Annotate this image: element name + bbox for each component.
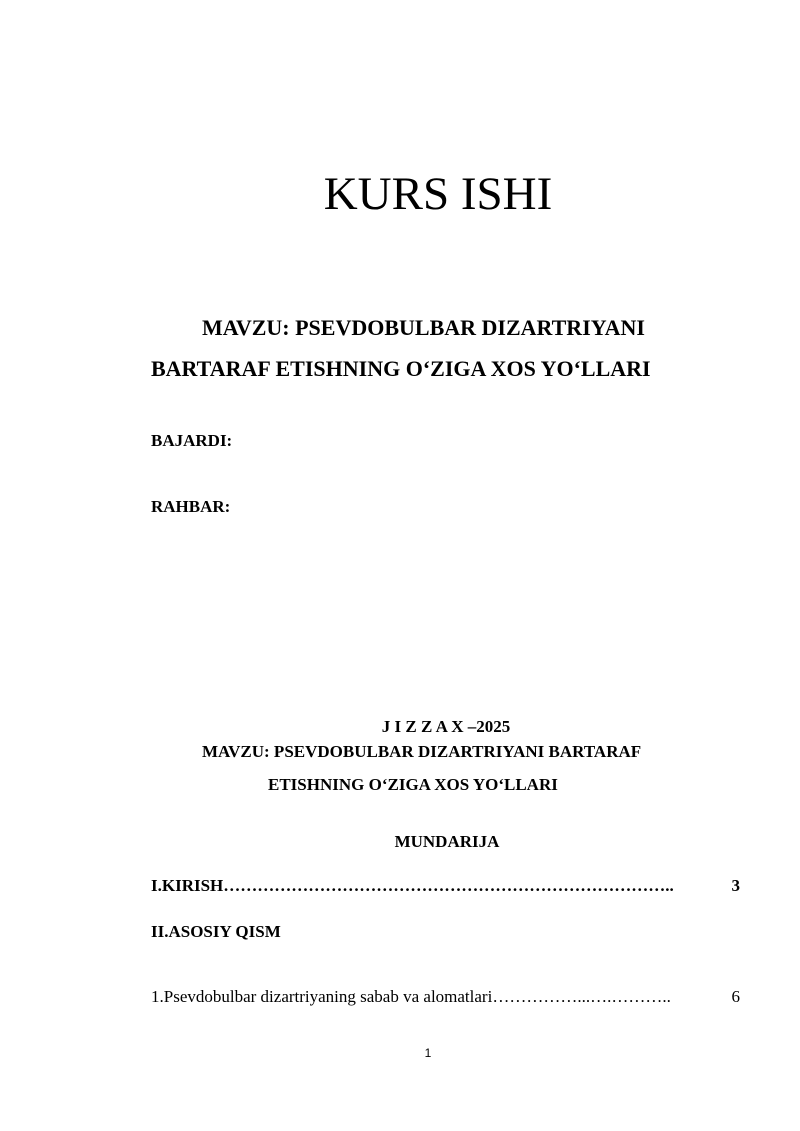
toc-leader-dots: ……………………………………………………………………..: [223, 876, 674, 895]
toc-page-number: 6: [731, 987, 740, 1006]
toc-title: MUNDARIJA: [394, 832, 500, 851]
toc-entry-label: I.KIRISH: [151, 876, 224, 895]
performer-label: BAJARDI:: [151, 431, 233, 450]
page-number: 1: [424, 1046, 432, 1060]
topic-heading-line-2: BARTARAF ETISHNING O‘ZIGA XOS YO‘LLARI: [151, 356, 651, 381]
topic-heading-line-1: MAVZU: PSEVDOBULBAR DIZARTRIYANI: [202, 315, 645, 340]
contents-topic-line-2: ETISHNING O‘ZIGA XOS YO‘LLARI: [268, 775, 558, 794]
toc-leader-dots: ……………...….………..: [492, 987, 671, 1006]
supervisor-label: RAHBAR:: [151, 497, 231, 516]
toc-entry-kirish: [151, 875, 740, 897]
contents-topic-line-1: MAVZU: PSEVDOBULBAR DIZARTRIYANI BARTARAF: [202, 742, 642, 761]
toc-entry-psevdobulbar: [151, 986, 740, 1008]
toc-entry-label: 1.Psevdobulbar dizartriyaning sabab va alomatlari: [151, 987, 493, 1006]
toc-section-heading: II.ASOSIY QISM: [151, 922, 281, 941]
document-title: KURS ISHI: [323, 168, 553, 220]
toc-page-number: 3: [731, 876, 740, 895]
city-year: J I Z Z A X –2025: [381, 717, 511, 736]
